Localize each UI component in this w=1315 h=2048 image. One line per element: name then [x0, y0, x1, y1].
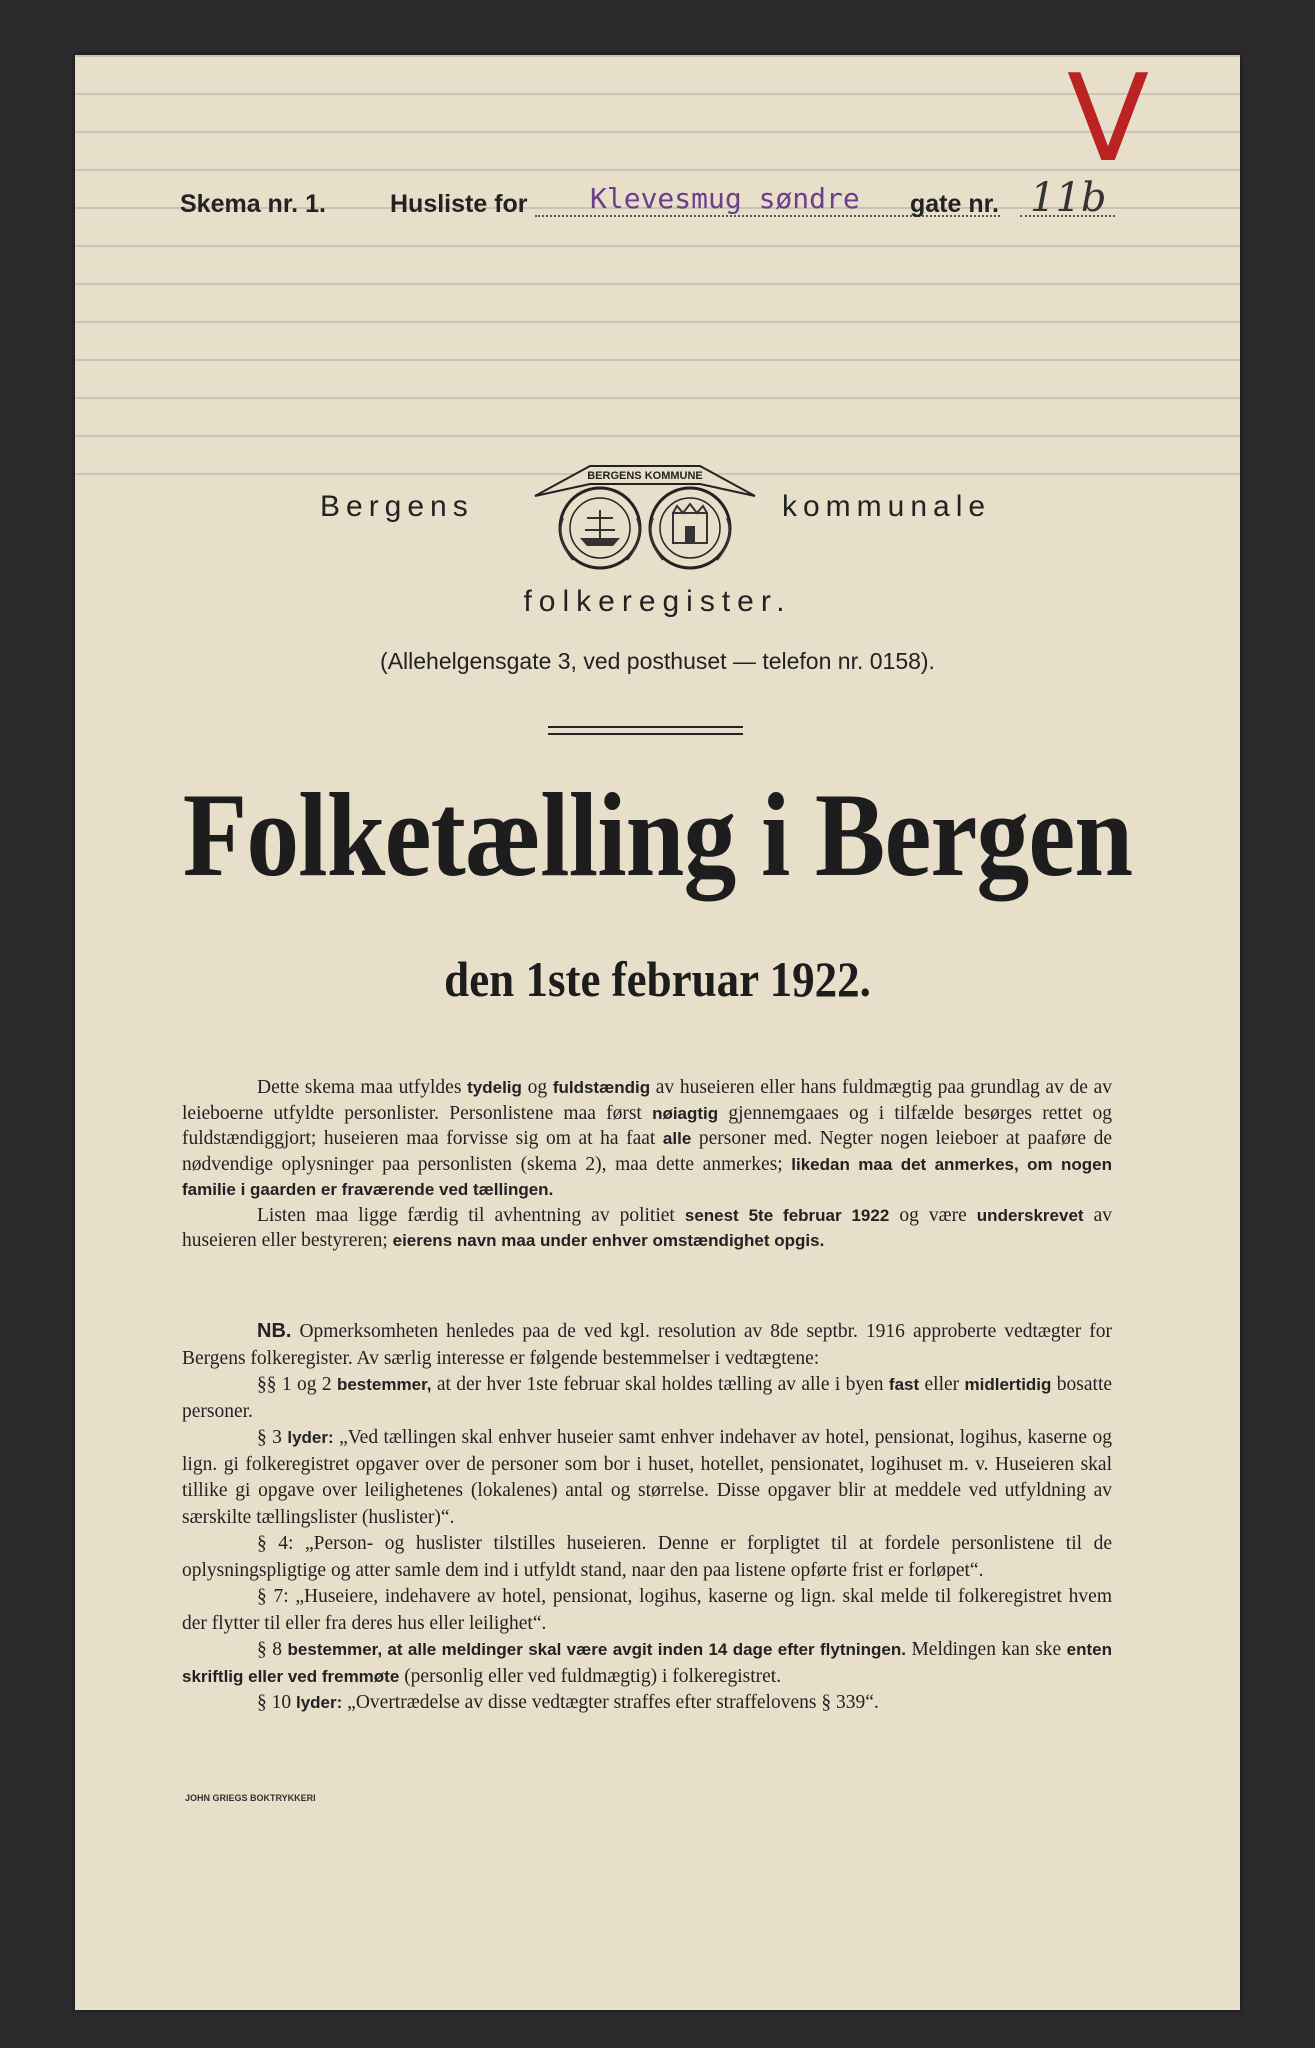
- printer-imprint: JOHN GRIEGS BOKTRYKKERI: [185, 1793, 316, 1803]
- husliste-label: Husliste for: [390, 190, 528, 218]
- office-name-bottom: folkeregister.: [523, 585, 792, 618]
- seal-banner-text: BERGENS KOMMUNE: [587, 470, 703, 482]
- red-check-mark: V: [1067, 50, 1150, 189]
- gate-label: gate nr.: [910, 190, 999, 218]
- office-name-right: kommunale: [782, 490, 992, 523]
- header-line: [105, 175, 1235, 225]
- gate-number-handwritten: 11b: [1030, 175, 1107, 221]
- section-3: § 3 lyder: „Ved tællingen skal enhver huseier samt enhver indehaver av hotel, pensionat, logihus, kaserne og lign. gi folkeregistret opgaver over de personer som bor i huset, hotellet, pensionatet, logihuset m. v. Huseieren skal tillike gi opgave over leilighetenes (lokalenes) antal og størrelse. Disse opgaver blir at meddele ved utfyldning av særskilte tællingslister (huslister)“.: [182, 1427, 1112, 1528]
- section-4: § 4: „Person- og huslister tilstilles huseieren. Denne er forpligtet til at fordele personlistene til de oplysningspligtige og atter samle dem ind i utfyldt stand, naar den paa listene opførte frist er forløpet“.: [182, 1533, 1112, 1581]
- document-page: [75, 55, 1240, 2010]
- section-1-2: §§ 1 og 2 bestemmer, at der hver 1ste februar skal holdes tælling av alle i byen fast eller midlertidig bosatte personer.: [182, 1374, 1113, 1422]
- section-7: § 7: „Huseiere, indehavere av hotel, pensionat, logihus, kaserne og lign. skal melde til folkeregistret hvem der flytter til eller fra deres hus eller leilighet“.: [182, 1586, 1112, 1634]
- nb-paragraph: NB. Opmerksomheten henledes paa de ved kgl. resolution av 8de septbr. 1916 approberte vedtægter for Bergens folkeregister. Av særlig interesse er følgende bestemmelser i vedtægtene:: [182, 1320, 1112, 1369]
- street-name-handwritten: Klevesmug søndre: [590, 182, 860, 215]
- regulations-notice: [182, 1318, 1112, 1717]
- instructions-paragraph-1: Dette skema maa utfyldes tydelig og fuldstændig av huseieren eller hans fuldmægtig paa grundlag av de av leieboerne utfyldte personlister. Personlistene maa først nøiagtig gjennemgaaes og i tilfælde besørges rettet og fuldstændiggjort; huseieren maa forvisse sig om at ha faat alle personer med. Negter nogen leieboer at paaføre de nødvendige oplysninger paa personlisten (skema 2), maa dette anmerkes; likedan maa det anmerkes, om nogen familie i gaarden er fraværende ved tællingen.: [182, 1077, 1113, 1199]
- section-8: § 8 bestemmer, at alle meldinger skal være avgit inden 14 dage efter flytningen. Meldingen kan ske enten skriftlig eller ved fremmøte (personlig eller ved fuldmægtig) i folkeregistret.: [182, 1639, 1112, 1687]
- bleed-through-texture: [75, 55, 1240, 475]
- skema-label: Skema nr. 1.: [180, 190, 326, 218]
- document-subtitle: den 1ste februar 1922.: [444, 951, 871, 1007]
- instructions-paragraph-2: Listen maa ligge færdig til avhentning av politiet senest 5te februar 1922 og være underskrevet av huseieren eller bestyreren; eierens navn maa under enhver omstændighet opgis.: [182, 1204, 1113, 1251]
- office-name-left: Bergens: [320, 490, 474, 523]
- office-address: (Allehelgensgate 3, ved posthuset — telefon nr. 0158).: [380, 648, 935, 674]
- section-10: § 10 lyder: „Overtrædelse av disse vedtægter straffes efter straffelovens § 339“.: [257, 1692, 879, 1713]
- instructions: [182, 1075, 1112, 1254]
- document-title: Folketælling i Bergen: [182, 768, 1133, 901]
- bergen-coat-of-arms-seal: [525, 448, 765, 578]
- double-rule: [548, 726, 743, 735]
